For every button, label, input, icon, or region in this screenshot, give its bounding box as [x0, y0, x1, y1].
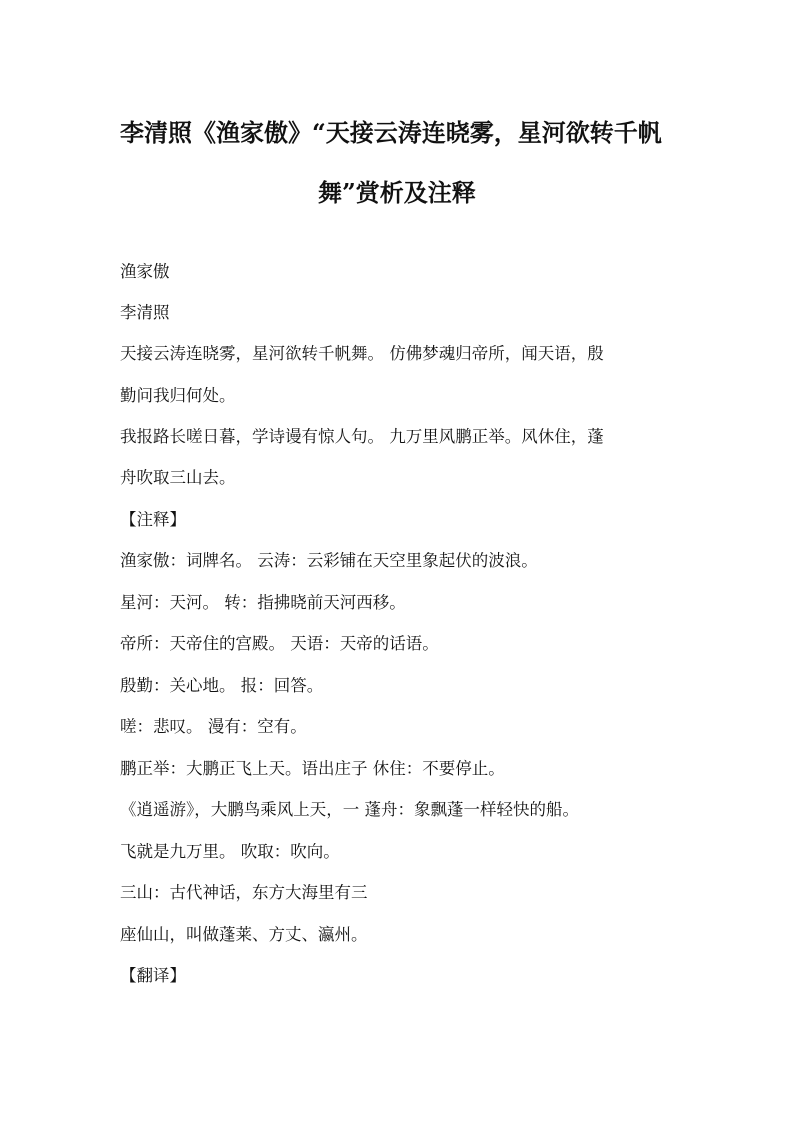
note-line: 星河：天河。 转：指拂晓前天河西移。	[120, 593, 406, 612]
note-line: 鹏正举：大鹏正飞上天。语出庄子 休住：不要停止。	[120, 759, 505, 778]
document-title-line-2: 舞”赏析及注释	[318, 178, 476, 207]
note-line: 渔家傲：词牌名。 云涛：云彩铺在天空里象起伏的波浪。	[120, 551, 538, 570]
note-line: 座仙山，叫做蓬莱、方丈、瀛州。	[120, 925, 368, 944]
poem-text-line: 我报路长嗟日暮，学诗谩有惊人句。 九万里风鹏正举。风休住，蓬	[120, 427, 604, 446]
poem-author: 李清照	[120, 303, 170, 322]
section-heading-notes: 【注释】	[120, 510, 186, 529]
document-title-line-1: 李清照《渔家傲》“天接云涛连晓雾，星河欲转千帆	[120, 118, 662, 147]
poem-text-line: 天接云涛连晓雾，星河欲转千帆舞。 仿佛梦魂归帝所，闻天语，殷	[120, 344, 604, 363]
note-line: 飞就是九万里。 吹取：吹向。	[120, 842, 340, 861]
note-line: 嗟：悲叹。 漫有：空有。	[120, 717, 307, 736]
poem-text-line: 勤问我归何处。	[120, 386, 236, 405]
note-line: 《逍遥游》，大鹏鸟乘风上天，一 蓬舟：象飘蓬一样轻快的船。	[120, 800, 579, 819]
poem-title: 渔家傲	[120, 262, 170, 281]
section-heading-translation: 【翻译】	[120, 966, 186, 985]
note-line: 帝所：天帝住的宫殿。 天语：天帝的话语。	[120, 634, 439, 653]
poem-text-line: 舟吹取三山去。	[120, 468, 236, 487]
note-line: 三山：古代神话，东方大海里有三	[120, 883, 368, 902]
note-line: 殷勤：关心地。 报：回答。	[120, 676, 324, 695]
